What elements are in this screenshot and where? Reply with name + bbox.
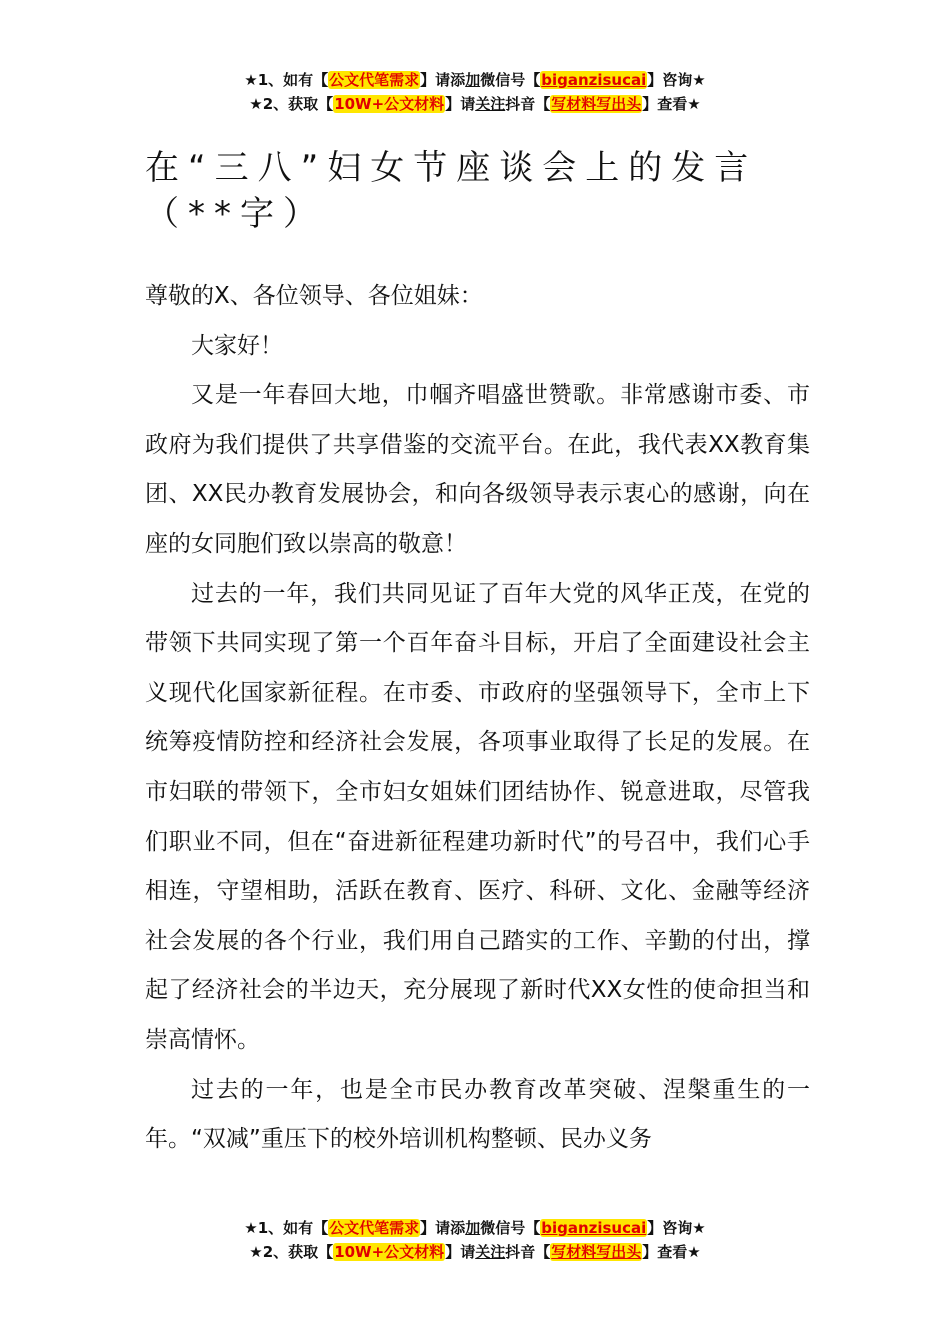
promo-text: 】查看★	[642, 95, 701, 113]
promo-text: 抖音【	[505, 1243, 551, 1261]
promo-text: ★2、获取【	[249, 95, 334, 113]
promo-text: 加	[465, 71, 481, 89]
salutation: 尊敬的X、各位领导、各位姐妹：	[145, 283, 483, 309]
promo-text: ★1、如有【	[244, 71, 329, 89]
promo-highlight: 10W+公文材料	[334, 1243, 445, 1261]
promo-line-2	[0, 92, 950, 116]
promo-text: 微信号【	[480, 1219, 541, 1237]
paragraph: 过去的一年，我们共同见证了百年大党的风华正茂，在党的带领下共同实现了第一个百年奋斗目标，开启了全面建设社会主义现代化国家新征程。在市委、市政府的坚强领导下，全市上下统筹疫情防控和经济社会发展，各项事业取得了长足的发展。在市妇联的带领下，全市妇女姐妹们团结协作、锐意进取，尽管我们职业不同，但在“奋进新征程建功新时代”的号召中，我们心手相连，守望相助，活跃在教育、医疗、科研、文化、金融等经济社会发展的各个行业，我们用自己踏实的工作、辛勤的付出，撑起了经济社会的半边天，充分展现了新时代XX女性的使命担当和崇高情怀。	[145, 580, 810, 1053]
promo-text: 微信号【	[480, 71, 541, 89]
document-title: 在“三八”妇女节座谈会上的发言（**字）	[145, 147, 758, 234]
promo-text: 】请添	[420, 1219, 466, 1237]
promo-text: 】请	[445, 95, 476, 113]
douyin-account-link[interactable]: 写材料写出头	[551, 95, 642, 113]
promo-text: 加	[465, 1219, 481, 1237]
promo-line-1	[0, 1216, 950, 1240]
document-body	[145, 272, 810, 1165]
promo-text: 】请添	[420, 71, 466, 89]
promo-text: 】查看★	[642, 1243, 701, 1261]
promo-highlight: 10W+公文材料	[334, 95, 445, 113]
promo-highlight: 公文代笔需求	[329, 1219, 420, 1237]
promo-highlight: 公文代笔需求	[329, 71, 420, 89]
promo-text: ★2、获取【	[249, 1243, 334, 1261]
wechat-id-link[interactable]: biganzisucai	[541, 1219, 647, 1237]
promo-line-1	[0, 68, 950, 92]
promo-text: ★1、如有【	[244, 1219, 329, 1237]
paragraph: 大家好！	[191, 332, 283, 359]
promo-banner-bottom	[0, 1216, 950, 1264]
paragraph: 又是一年春回大地，巾帼齐唱盛世赞歌。非常感谢市委、市政府为我们提供了共享借鉴的交流平台。在此，我代表XX教育集团、XX民办教育发展协会，和向各级领导表示衷心的感谢，向在座的女同胞们致以崇高的敬意！	[145, 382, 810, 557]
promo-banner-top	[0, 68, 950, 116]
wechat-id-link[interactable]: biganzisucai	[541, 71, 647, 89]
promo-text: 抖音【	[505, 95, 551, 113]
douyin-account-link[interactable]: 写材料写出头	[551, 1243, 642, 1261]
promo-line-2	[0, 1240, 950, 1264]
promo-text: 关注	[475, 1243, 506, 1261]
promo-text: 】咨询★	[647, 1219, 706, 1237]
promo-text: 】咨询★	[647, 71, 706, 89]
promo-text: 关注	[475, 95, 506, 113]
paragraph: 过去的一年，也是全市民办教育改革突破、涅槃重生的一年。“双减”重压下的校外培训机构整顿、民办义务	[145, 1076, 810, 1153]
promo-text: 】请	[445, 1243, 476, 1261]
